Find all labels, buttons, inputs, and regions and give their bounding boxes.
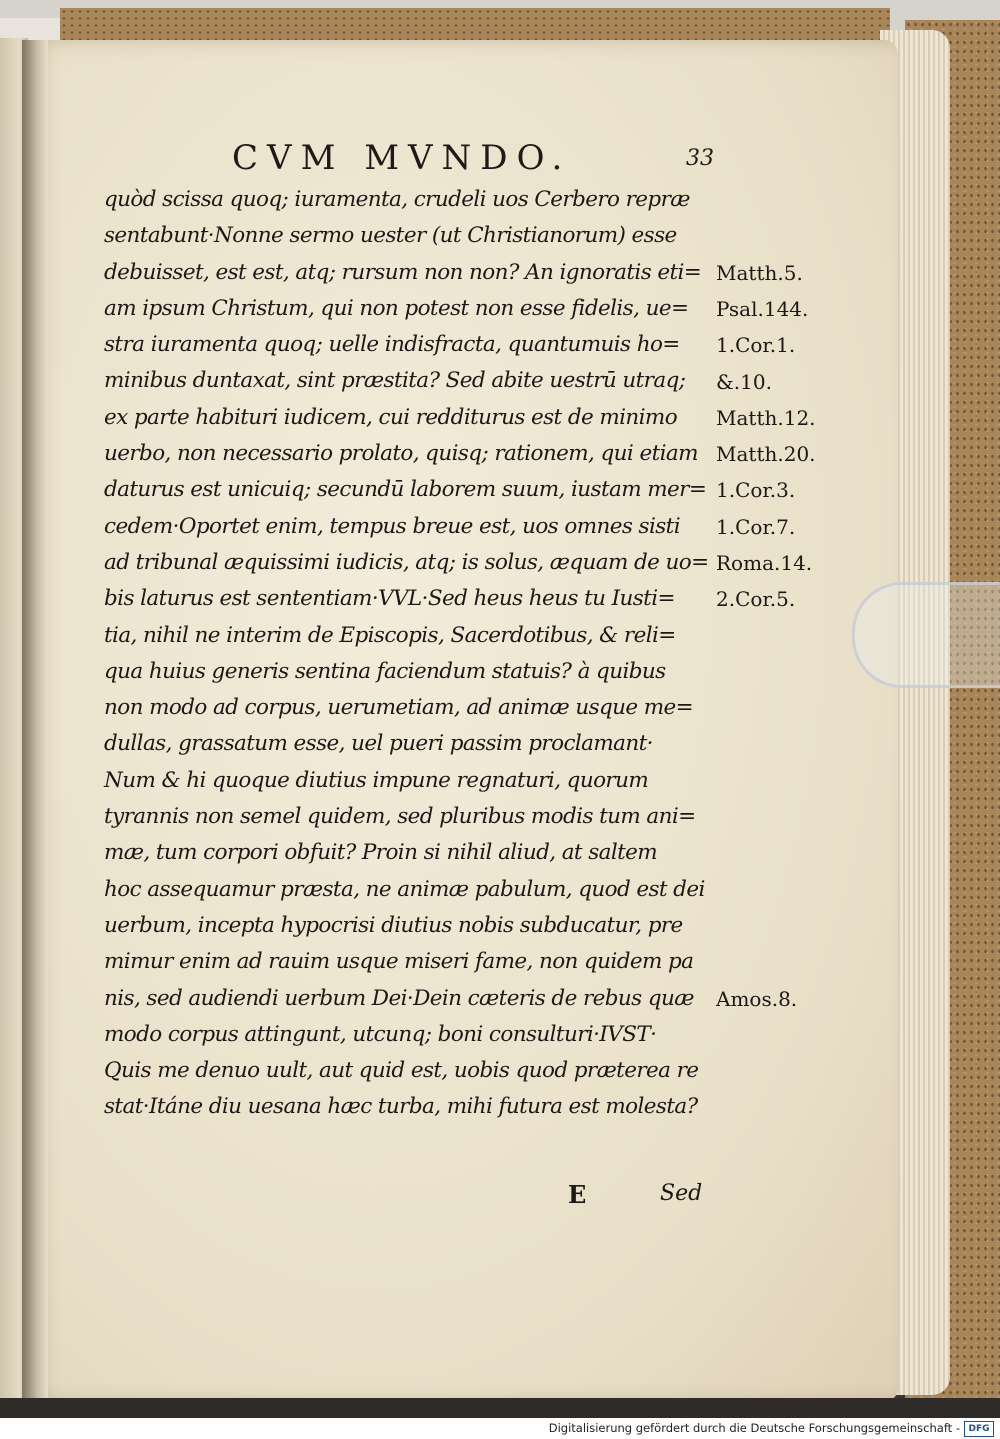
- text-line: modo corpus attingunt, utcunq; boni consulturi·IVST·: [104, 1021, 657, 1047]
- page-number: 33: [686, 146, 714, 171]
- text-line: uerbo, non necessario prolato, quisq; rationem, qui etiam: [104, 441, 698, 467]
- marginal-note: Roma.14.: [716, 551, 813, 575]
- text-line: tia, nihil ne interim de Episcopis, Sacerdotibus, & reli=: [104, 622, 676, 648]
- text-line: dullas, grassatum esse, uel pueri passim proclamant·: [104, 731, 653, 757]
- scan-background-bottom: [0, 1398, 1000, 1418]
- running-head: CVM MVNDO.: [232, 138, 572, 178]
- footer-bar: [0, 1418, 1000, 1439]
- funding-credit: Digitalisierung gefördert durch die Deutsche Forschungsgemeinschaft -: [548, 1421, 960, 1435]
- text-line: nis, sed audiendi uerbum Dei·Dein cæteris de rebus quæ: [104, 985, 694, 1011]
- text-line: daturus est unicuiq; secundū laborem suum, iustam mer=: [104, 477, 707, 503]
- text-line: qua huius generis sentina faciendum statuis? à quibus: [104, 658, 666, 684]
- marginal-note: Matth.5.: [716, 260, 803, 285]
- text-line: quòd scissa quoq; iuramenta, crudeli uos Cerbero repræ: [104, 187, 690, 212]
- text-line: non modo ad corpus, uerumetiam, ad animæ usque me=: [104, 695, 694, 721]
- text-line: Num & hi quoque diutius impune regnaturi, quorum: [104, 767, 649, 793]
- text-line: ad tribunal æquissimi iudicis, atq; is solus, æquam de uo=: [104, 549, 709, 575]
- marginal-note: Amos.8.: [716, 986, 798, 1011]
- text-line: tyrannis non semel quidem, sed pluribus modis tum ani=: [104, 804, 696, 830]
- text-line: Quis me denuo uult, aut quid est, uobis quod præterea re: [104, 1058, 699, 1084]
- text-block: [104, 182, 716, 1126]
- marginal-note: 1.Cor.7.: [716, 514, 796, 539]
- text-line: ex parte habituri iudicem, cui redditurus est de minimo: [104, 404, 678, 430]
- text-line: stat·Itáne diu uesana hæc turba, mihi futura est molesta?: [104, 1094, 698, 1120]
- text-line: mimur enim ad rauim usque miseri fame, non quidem pa: [104, 949, 694, 975]
- text-line: sentabunt·Nonne sermo uester (ut Christianorum) esse: [104, 223, 677, 249]
- text-line: cedem·Oportet enim, tempus breue est, uos omnes sisti: [104, 513, 680, 539]
- marginal-note: 1.Cor.1.: [716, 333, 796, 358]
- text-line: am ipsum Christum, qui non potest non esse fidelis, ue=: [104, 295, 689, 321]
- marginal-note: 2.Cor.5.: [716, 587, 796, 612]
- text-line: mæ, tum corpori obfuit? Proin si nihil aliud, at saltem: [104, 840, 658, 866]
- text-line: uerbum, incepta hypocrisi diutius nobis subducatur, pre: [104, 912, 683, 938]
- text-line: bis laturus est sententiam·VVL·Sed heus heus tu Iusti=: [104, 586, 675, 612]
- text-line: debuisset, est est, atq; rursum non non? An ignoratis eti=: [104, 259, 702, 285]
- binding-board-top: [60, 8, 890, 40]
- text-line: hoc assequamur præsta, ne animæ pabulum, quod est dei: [104, 876, 705, 902]
- text-line: stra iuramenta quoq; uelle indisfracta, quantumuis ho=: [104, 332, 680, 358]
- catchword: Sed: [660, 1181, 703, 1206]
- text-line: minibus duntaxat, sint præstita? Sed abite uestrū utraq;: [104, 368, 686, 394]
- page-gutter: [22, 40, 48, 1400]
- page-clip: [852, 582, 1000, 688]
- marginal-note: Matth.12.: [716, 405, 816, 430]
- marginal-note: &.10.: [716, 369, 772, 394]
- marginal-note: 1.Cor.3.: [716, 478, 796, 503]
- dfg-logo: DFG: [964, 1421, 994, 1437]
- marginal-note: Psal.144.: [716, 296, 809, 321]
- marginal-note: Matth.20.: [716, 442, 816, 467]
- signature-mark: E: [568, 1180, 587, 1209]
